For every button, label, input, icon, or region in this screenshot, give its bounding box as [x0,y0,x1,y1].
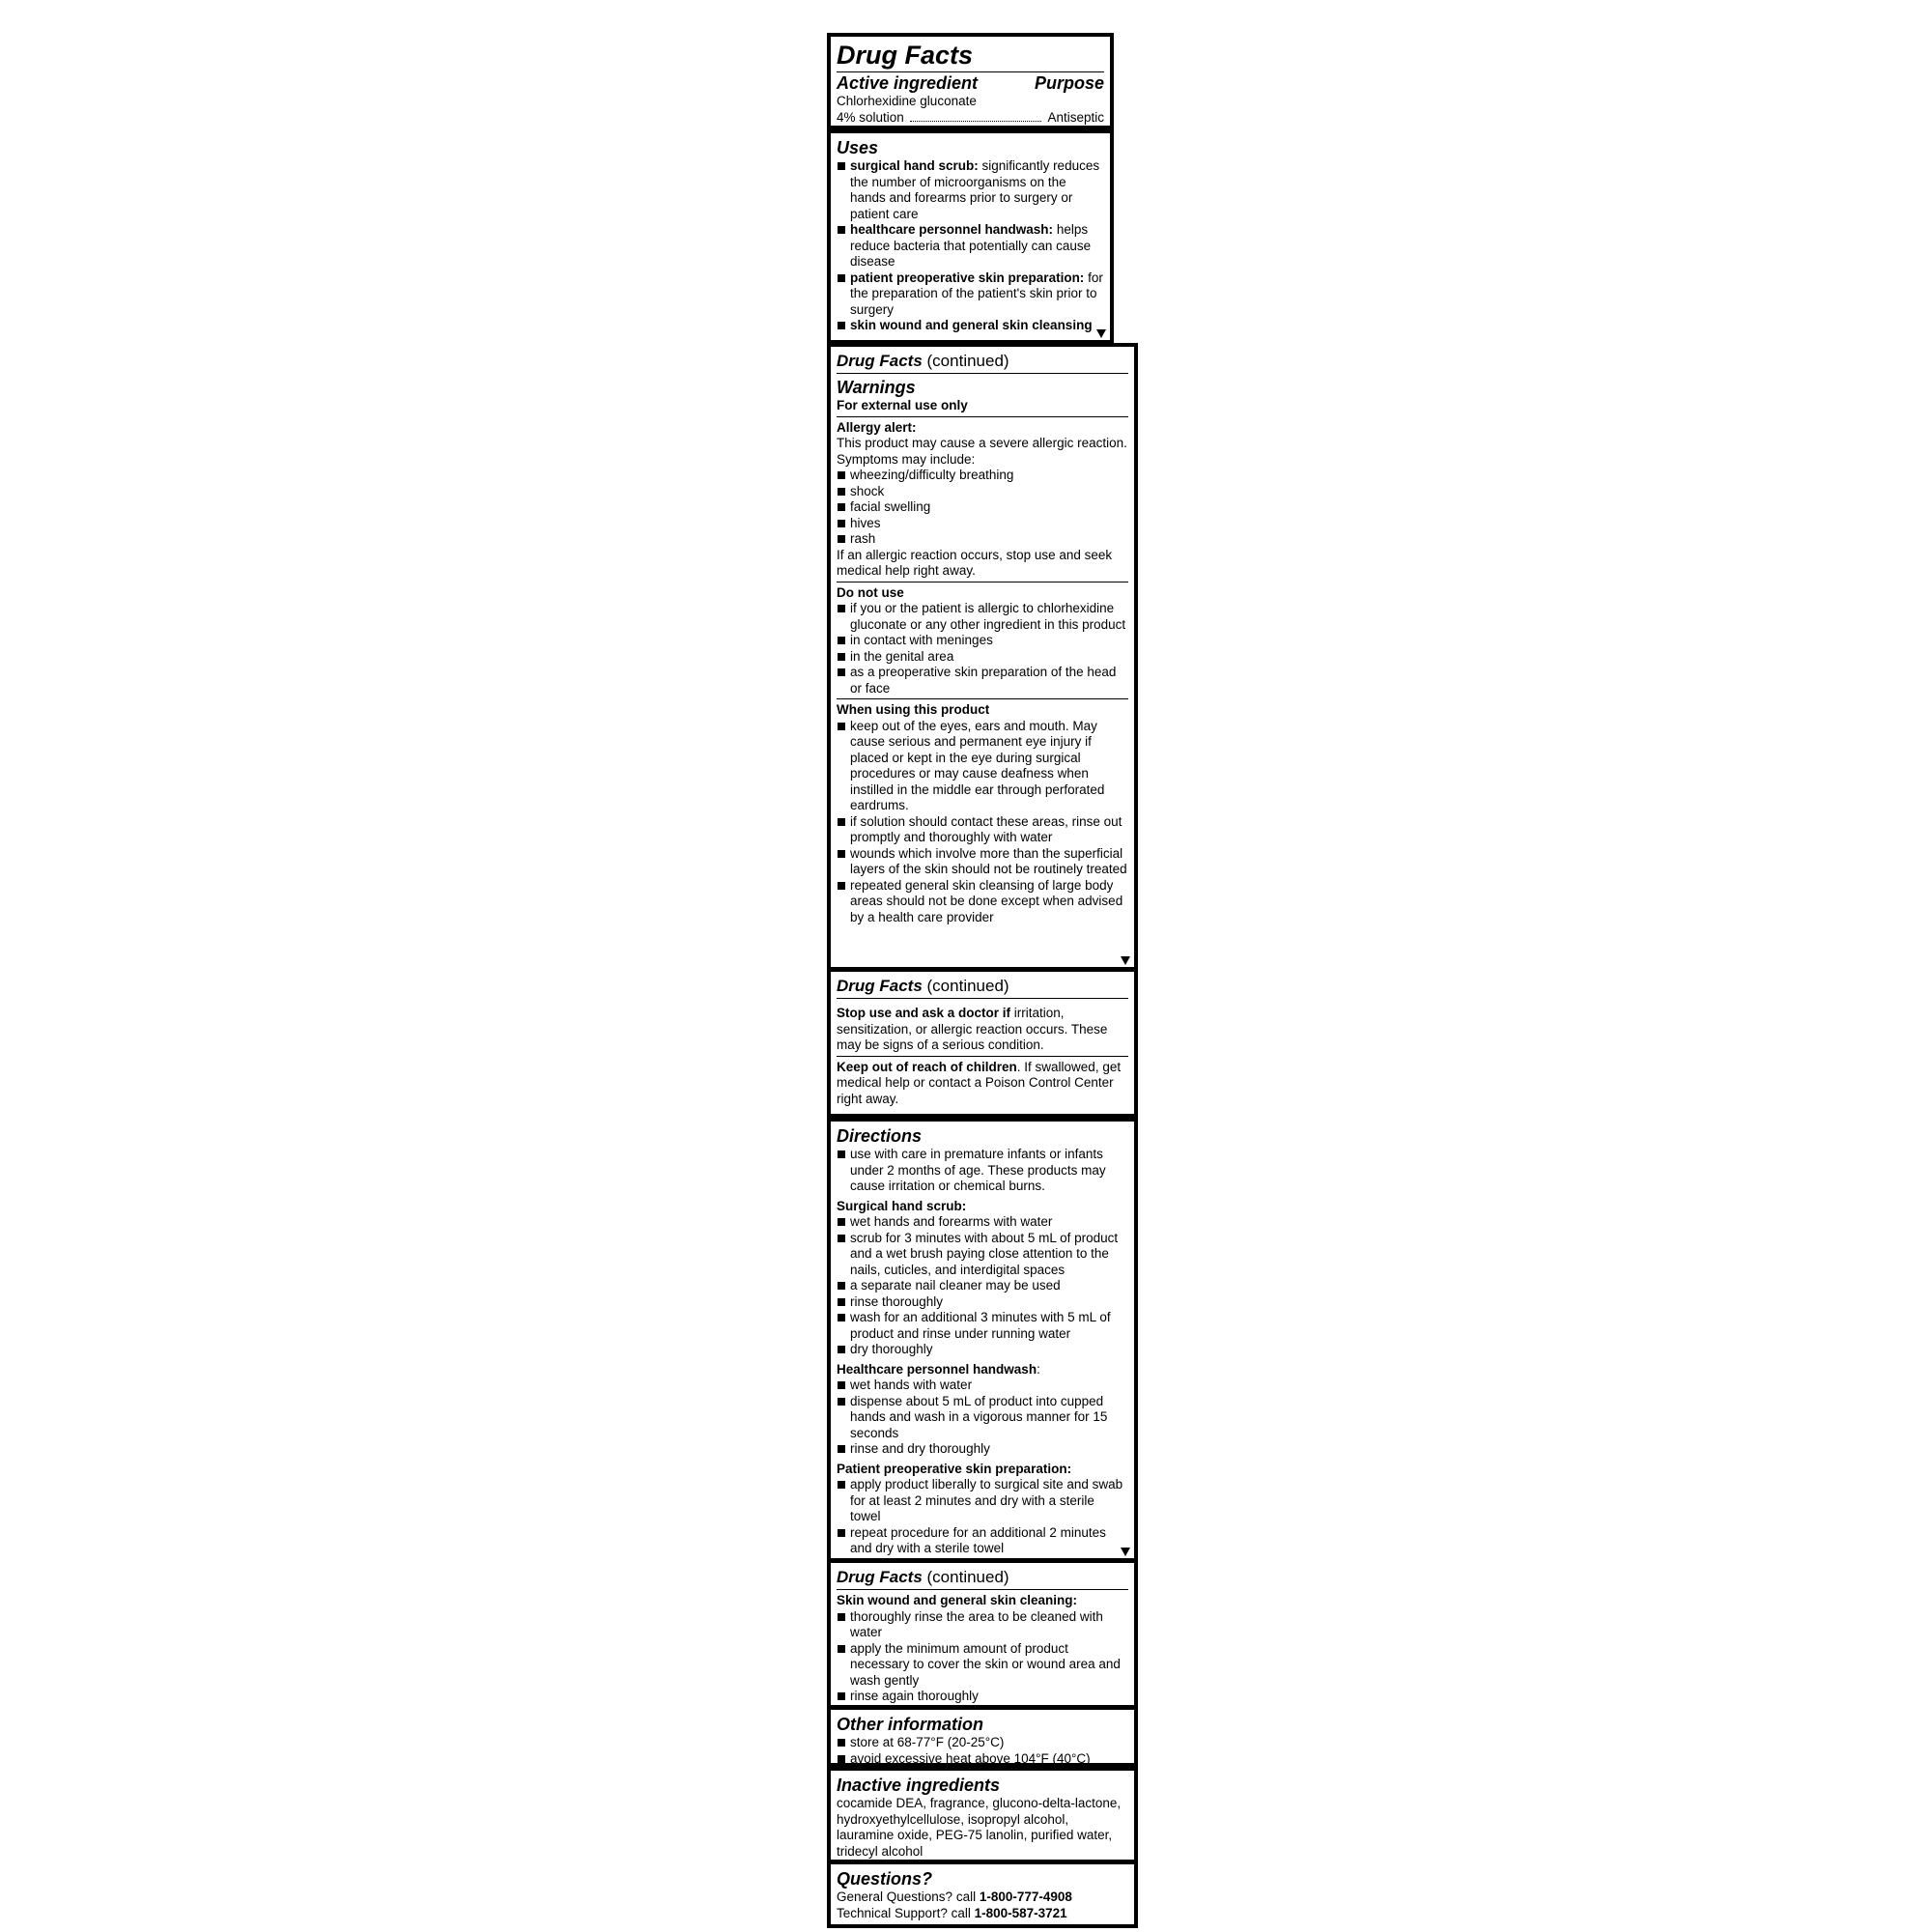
handwash-heading-row [837,1362,1128,1378]
directions-intro-list [837,1147,1128,1195]
surgical-hand-scrub-heading: Surgical hand scrub: [837,1198,967,1213]
list-item: in contact with meninges [837,633,1128,649]
list-item: in the genital area [837,649,1128,666]
ingredient-strength: 4% solution [837,109,904,125]
general-questions-phone: 1-800-777-4908 [979,1889,1072,1904]
list-item: if solution should contact these areas, rinse out promptly and thoroughly with water [837,814,1128,846]
dot-leader [910,111,1042,122]
ingredient-name: Chlorhexidine gluconate [837,94,977,108]
active-ingredient-header-row [837,72,1104,94]
keep-out-text: . If swallowed, get medical help or contact a Poison Control Center right away. [837,1059,1122,1106]
purpose-heading: Purpose [1034,73,1104,93]
continued-label: (continued) [922,977,1009,995]
list-item-heading: surgical hand scrub: [850,158,979,173]
list-item [837,222,1104,270]
list-item: hives [837,516,1128,532]
general-questions-label: General Questions? call [837,1889,980,1904]
list-item [837,318,1104,334]
list-item: wheezing/difficulty breathing [837,468,1128,484]
inactive-ingredients-text: cocamide DEA, fragrance, glucono-delta-lactone, hydroxyethylcellulose, isopropyl alcohol, lauramine oxide, PEG-75 lanolin, purified water, tridecyl alcohol [837,1796,1122,1859]
list-item: wet hands and forearms with water [837,1214,1128,1231]
list-item: repeat procedure for an additional 2 minutes and dry with a sterile towel [837,1525,1128,1557]
uses-list [837,158,1104,334]
list-item: wounds which involve more than the superficial layers of the skin should not be routinely treated [837,846,1128,878]
list-item: facial swelling [837,499,1128,516]
list-item: shock [837,484,1128,500]
drug-facts-title: Drug Facts [837,41,1104,72]
allergy-alert-heading: Allergy alert: [837,419,917,435]
other-information-list [837,1735,1128,1767]
preop-list [837,1477,1128,1557]
list-item: a separate nail cleaner may be used [837,1278,1128,1294]
list-item: apply the minimum amount of product necessary to cover the skin or wound area and wash gently [837,1641,1128,1690]
uses-heading: Uses [837,138,879,157]
list-item: use with care in premature infants or infants under 2 months of age. These products may cause irritation or chemical burns. [837,1147,1128,1195]
list-item-heading: healthcare personnel handwash: [850,222,1054,237]
stop-use-paragraph [837,1006,1128,1054]
list-item: rinse again thoroughly [837,1689,1128,1705]
general-questions-line [837,1889,1128,1906]
allergy-symptom-list [837,468,1128,548]
drug-facts-continued-header [837,976,1128,999]
list-item: as a preoperative skin preparation of the head or face [837,665,1128,696]
technical-support-label: Technical Support? call [837,1905,975,1920]
list-item: rinse and dry thoroughly [837,1441,1128,1458]
list-item: repeated general skin cleansing of large body areas should not be done except when advised by a health care provider [837,878,1128,926]
list-item: keep out of the eyes, ears and mouth. May cause serious and permanent eye injury if placed or kept in the eye during surgical procedures or may cause deafness when instilled in the middle ear through perforated eardrums. [837,719,1128,814]
wound-cleaning-heading: Skin wound and general skin cleaning: [837,1593,1078,1607]
list-item [837,158,1104,222]
list-item-text: significantly reduces the number of microorganisms on the hands and forearms prior to surgery or patient care [850,158,1100,221]
other-information-panel [827,1706,1138,1767]
drug-facts-title: Drug Facts [837,1568,923,1586]
technical-support-phone: 1-800-587-3721 [974,1905,1067,1920]
when-using-list [837,719,1128,926]
list-item: rinse thoroughly [837,1294,1128,1311]
keep-out-heading: Keep out of reach of children [837,1059,1017,1074]
drug-facts-header-panel [827,33,1114,129]
list-item: dispense about 5 mL of product into cupped hands and wash in a vigorous manner for 15 seconds [837,1394,1128,1442]
continued-label: (continued) [922,1568,1009,1586]
technical-support-line [837,1906,1128,1922]
list-item [837,270,1104,319]
continued-arrow-icon [1096,329,1106,338]
drug-facts-title: Drug Facts [837,352,923,370]
allergy-footer-text: If an allergic reaction occurs, stop use and seek medical help right away. [837,547,1113,578]
list-item: dry thoroughly [837,1342,1128,1358]
list-item: avoid excessive heat above 104°F (40°C) [837,1751,1128,1768]
continued-arrow-icon [1121,956,1130,965]
list-item: scrub for 3 minutes with about 5 mL of product and a wet brush paying close attention to the nails, cuticles, and interdigital spaces [837,1231,1128,1279]
warnings-panel [827,343,1138,971]
stop-use-heading: Stop use and ask a doctor if [837,1006,1011,1020]
allergy-alert-text: This product may cause a severe allergic reaction. Symptoms may include: [837,436,1127,467]
directions-heading: Directions [837,1126,923,1146]
ingredient-purpose: Antiseptic [1047,109,1104,125]
wound-cleaning-panel [827,1559,1138,1709]
handwash-colon: : [1037,1361,1040,1377]
list-item: wet hands with water [837,1378,1128,1394]
drug-facts-continued-header [837,1567,1128,1590]
stop-use-text: irritation, sensitization, or allergic reaction occurs. These may be signs of a serious condition. [837,1006,1108,1052]
list-item: store at 68-77°F (20-25°C) [837,1735,1128,1751]
questions-panel [827,1861,1138,1928]
preop-heading: Patient preoperative skin preparation: [837,1461,1072,1476]
when-using-heading: When using this product [837,702,990,717]
ingredient-purpose-row [837,110,1104,127]
active-ingredient-heading: Active ingredient [837,73,979,93]
keep-out-paragraph [837,1060,1128,1108]
warnings-heading: Warnings [837,378,916,397]
uses-panel [827,129,1114,344]
list-item: rash [837,531,1128,548]
list-item: if you or the patient is allergic to chlorhexidine gluconate or any other ingredient in this product [837,601,1128,633]
divider [837,698,1128,699]
wound-cleaning-list [837,1609,1128,1705]
list-item-text: helps reduce bacteria that potentially can cause disease [850,222,1092,269]
other-information-heading: Other information [837,1715,983,1734]
do-not-use-list [837,601,1128,696]
inactive-ingredients-heading: Inactive ingredients [837,1776,1001,1795]
inactive-ingredients-panel [827,1767,1138,1863]
handwash-heading: Healthcare personnel handwash [837,1361,1037,1377]
external-use-label: For external use only [837,398,968,412]
handwash-list [837,1378,1128,1458]
divider [837,1056,1128,1057]
continued-arrow-icon [1121,1548,1130,1556]
drug-facts-continued-header [837,351,1128,374]
surgical-hand-scrub-list [837,1214,1128,1358]
list-item: wash for an additional 3 minutes with 5 mL of product and rinse under running water [837,1310,1128,1342]
continued-label: (continued) [922,352,1009,370]
list-item-text: for the preparation of the patient's skin prior to surgery [850,270,1103,317]
list-item-heading: patient preoperative skin preparation: [850,270,1085,285]
divider [837,416,1128,417]
directions-panel [827,1118,1138,1562]
questions-heading: Questions? [837,1869,933,1889]
do-not-use-heading: Do not use [837,584,904,600]
drug-facts-title: Drug Facts [837,977,923,995]
list-item: apply product liberally to surgical site and swab for at least 2 minutes and dry with a sterile towel [837,1477,1128,1525]
list-item: thoroughly rinse the area to be cleaned with water [837,1609,1128,1641]
stop-use-panel [827,968,1138,1118]
list-item-heading: skin wound and general skin cleansing [850,318,1093,332]
